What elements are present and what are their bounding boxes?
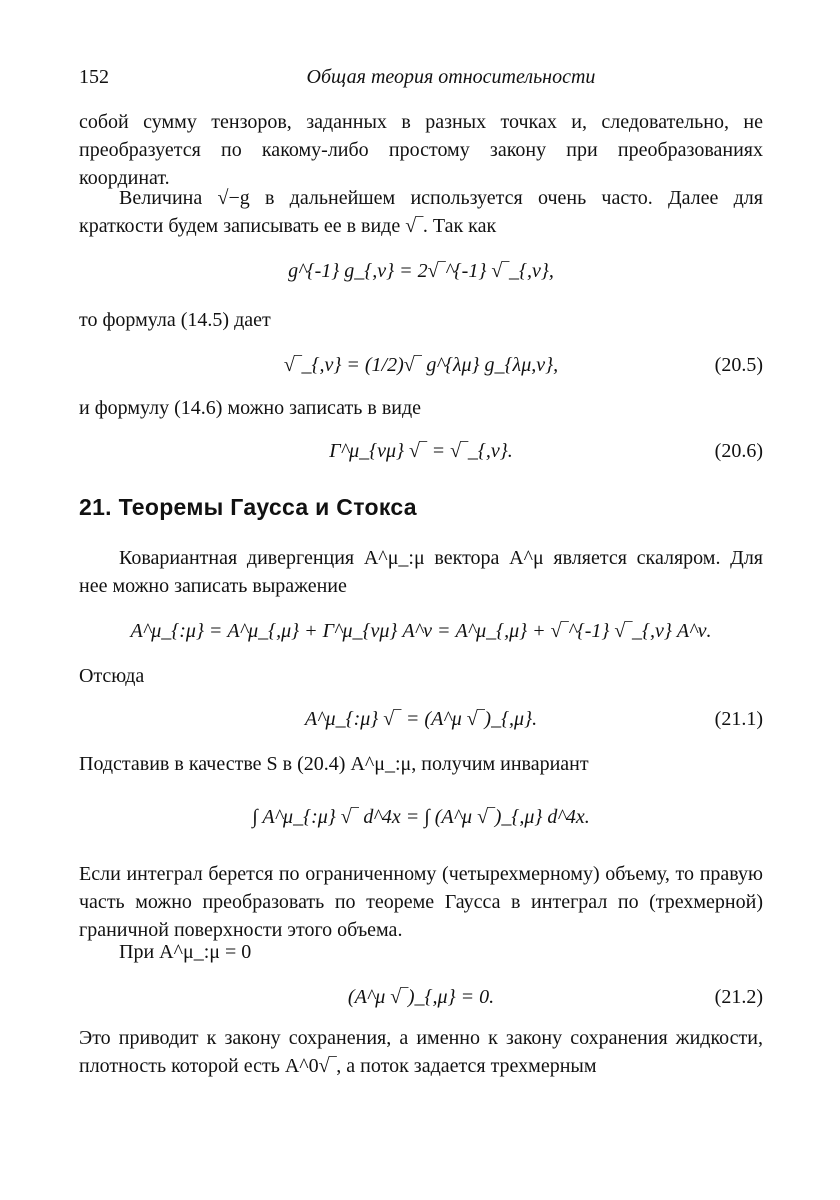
running-title: Общая теория относительности xyxy=(306,66,596,88)
equation-body: ∫ A^μ_{:μ} √‾ d^4x = ∫ (A^μ √‾)_{,μ} d^4x. xyxy=(252,806,590,828)
equation-body: A^μ_{:μ} = A^μ_{,μ} + Γ^μ_{νμ} A^ν = A^μ_{,μ} + √‾^{-1} √‾_{,ν} A^ν. xyxy=(130,620,712,642)
paragraph-gauss-theorem: Если интеграл берется по ограниченному (четырехмерному) объему, то правую часть можно преобразовать по теореме Гаусса в интеграл по (трехмерной) граничной поверхности этого объема. xyxy=(79,863,763,941)
paragraph-formula-14-5: то формула (14.5) дает xyxy=(79,309,271,331)
equation-body: √‾_{,ν} = (1/2)√‾ g^{λμ} g_{λμ,ν}, xyxy=(283,354,559,376)
paragraph-covariant-divergence: Ковариантная дивергенция A^μ_:μ вектора A^μ является скаляром. Для нее можно записать выражение xyxy=(79,547,763,597)
page-number: 152 xyxy=(79,66,109,88)
equation-g-derivative xyxy=(79,254,763,288)
page-header xyxy=(79,66,763,94)
paragraph-formula-14-6: и формулу (14.6) можно записать в виде xyxy=(79,397,422,419)
paragraph-hence: Отсюда xyxy=(79,665,145,687)
equation-number: (21.1) xyxy=(714,708,763,730)
equation-divergence-expansion xyxy=(79,614,763,648)
paragraph-zero-divergence: При A^μ_:μ = 0 xyxy=(119,941,252,963)
equation-body: g^{-1} g_{,ν} = 2√‾^{-1} √‾_{,ν}, xyxy=(288,260,554,282)
paragraph-sqrt-g-notation: Величина √−g в дальнейшем используется очень часто. Далее для краткости будем записывать ее в виде √‾. Так как xyxy=(79,187,763,237)
equation-body: (A^μ √‾)_{,μ} = 0. xyxy=(347,986,495,1008)
paragraph-invariant: Подставив в качестве S в (20.4) A^μ_:μ, получим инвариант xyxy=(79,753,589,775)
equation-number: (21.2) xyxy=(714,986,763,1008)
paragraph-conservation-law: Это приводит к закону сохранения, а именно к закону сохранения жидкости, плотность которой есть A^0√‾, а поток задается трехмерным xyxy=(79,1027,763,1077)
section-heading: 21. Теоремы Гаусса и Стокса xyxy=(79,494,417,520)
equation-number: (20.5) xyxy=(714,354,763,376)
equation-20-6 xyxy=(79,434,763,468)
equation-21-2 xyxy=(79,980,763,1014)
equation-20-5 xyxy=(79,348,763,382)
equation-integral xyxy=(79,800,763,834)
equation-body: A^μ_{:μ} √‾ = (A^μ √‾)_{,μ}. xyxy=(304,708,538,730)
equation-number: (20.6) xyxy=(714,440,763,462)
equation-21-1 xyxy=(79,702,763,736)
equation-body: Γ^μ_{νμ} √‾ = √‾_{,ν}. xyxy=(329,440,513,462)
paragraph-continuation: собой сумму тензоров, заданных в разных точках и, следовательно, не преобразуется по какому-либо простому закону при преобразованиях координат. xyxy=(79,111,763,189)
